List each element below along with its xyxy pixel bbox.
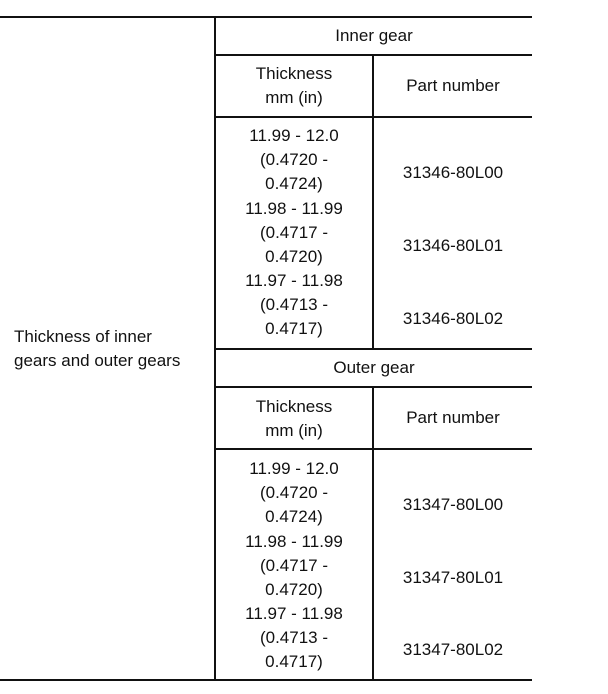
- outer-thickness-2: 11.98 - 11.99 (0.4717 - 0.4720): [245, 532, 343, 599]
- outer-part-header: Part number: [406, 408, 500, 427]
- outer-part-2: 31347-80L01: [402, 568, 504, 587]
- inner-column-divider: [372, 54, 374, 350]
- inner-thickness-3: 11.97 - 11.98 (0.4713 - 0.4717): [245, 271, 343, 338]
- inner-thickness-2: 11.98 - 11.99 (0.4717 - 0.4720): [245, 199, 343, 266]
- inner-thickness-1: 11.99 - 12.0 (0.4720 - 0.4724): [249, 126, 339, 193]
- outer-part-3: 31347-80L02: [402, 640, 504, 659]
- inner-part-3: 31346-80L02: [402, 309, 504, 328]
- inner-gear-title: Inner gear: [335, 26, 413, 45]
- outer-thickness-header: Thickness mm (in): [255, 397, 333, 440]
- outer-thickness-1: 11.99 - 12.0 (0.4720 - 0.4724): [249, 459, 339, 526]
- inner-outer-separator: [214, 348, 532, 350]
- outer-gear-title: Outer gear: [333, 358, 415, 377]
- outer-thickness-3: 11.97 - 11.98 (0.4713 - 0.4717): [245, 604, 343, 671]
- inner-part-header: Part number: [406, 76, 500, 95]
- table-top-rule: [0, 16, 532, 18]
- row-label: Thickness of inner gears and outer gears: [14, 327, 181, 370]
- outer-part-1: 31347-80L00: [402, 495, 504, 514]
- table-bottom-rule: [0, 679, 532, 681]
- inner-thickness-header: Thickness mm (in): [255, 64, 333, 107]
- inner-part-2: 31346-80L01: [402, 236, 504, 255]
- inner-part-1: 31346-80L00: [402, 163, 504, 182]
- outer-column-divider: [372, 386, 374, 681]
